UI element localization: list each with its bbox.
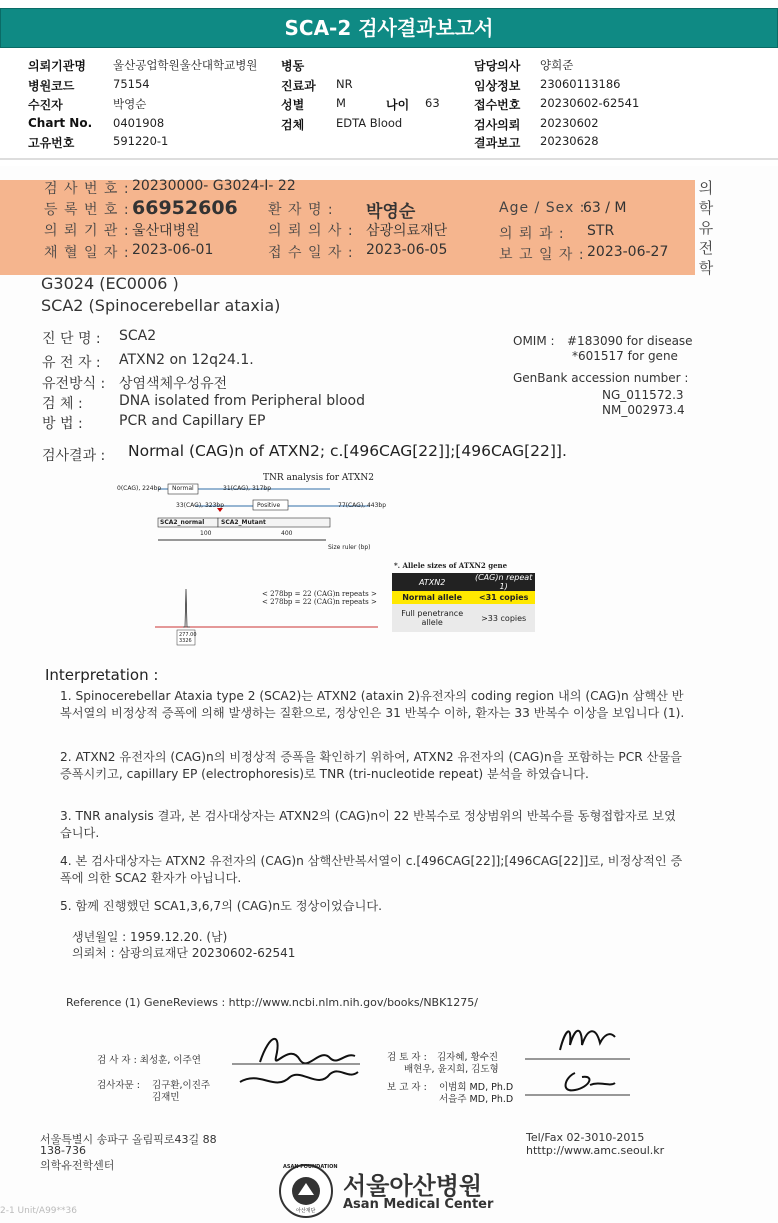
reg-no: 66952606 — [132, 197, 238, 219]
detail-value: 상염색체우성유전 — [119, 376, 228, 392]
genbank-ng: NG_011572.3 — [602, 388, 684, 402]
header-value: 박영순 — [113, 97, 147, 111]
header-value: NR — [336, 77, 353, 91]
signature-image — [520, 1015, 635, 1105]
req-dept-label: 의 뢰 과 : — [499, 226, 565, 242]
fig-label: Size ruler (bp) — [328, 544, 371, 551]
patient-name: 박영순 — [366, 202, 416, 222]
detail-label: 유전방식 : — [42, 376, 106, 392]
table-cell: <31 copies — [472, 591, 535, 604]
detail-label: 유 전 자 : — [42, 355, 101, 371]
hospital-name-en: Asan Medical Center — [343, 1197, 494, 1212]
website: htttp://www.amc.seoul.kr — [526, 1144, 665, 1157]
tel-fax: Tel/Fax 02-3010-2015 — [526, 1131, 645, 1144]
omim-label: OMIM : — [513, 334, 555, 348]
side-char: 의 — [698, 179, 714, 197]
date-of-birth: 생년월일 : 1959.12.20. (남) — [72, 930, 228, 944]
fig-label: 33(CAG), 323bp — [176, 502, 225, 509]
test-name: SCA2 (Spinocerebellar ataxia) — [41, 296, 281, 315]
repeat-text: < 278bp = 22 (CAG)n repeats > — [262, 590, 377, 598]
postal-code: 138-736 — [40, 1144, 86, 1157]
omim-gene: *601517 for gene — [572, 349, 678, 363]
req-doc-label: 의 뢰 의 사 : — [268, 223, 354, 239]
side-char: 학 — [698, 199, 714, 217]
fig-label: Positive — [257, 502, 281, 509]
interpretation-2: 2. ATXN2 유전자의 (CAG)n의 비정상적 증폭을 확인하기 위하여, ATXN2 유전자의 (CAG)n을 포함하는 PCR 산물을 증폭시키고, capillary EP (electrophoresis)로 TNR (tri-nucleotide repeat) 분석을 하였습니다. — [60, 750, 682, 781]
table-cell: Full penetrance allele — [392, 604, 472, 632]
reporter-1: 이범희 MD, Ph.D — [439, 1082, 514, 1093]
header-value: 591220-1 — [113, 134, 169, 148]
advisor-label: 검사자문 : — [97, 1080, 140, 1091]
tester: 검 사 자 : 최성훈, 이주연 — [97, 1055, 201, 1066]
age-sex-label: Age / Sex : — [499, 200, 586, 216]
header-value: 울산공업학원울산대학교병원 — [113, 58, 258, 72]
detail-label: 진 단 명 : — [42, 331, 101, 347]
table-cell: >33 copies — [472, 604, 535, 632]
side-char: 학 — [698, 259, 714, 277]
center-name: 의학유전학센터 — [40, 1159, 115, 1172]
header-label: Chart No. — [28, 116, 93, 130]
test-code: G3024 (EC0006 ) — [41, 274, 179, 293]
fig-label: 0(CAG), 224bp — [117, 485, 162, 492]
reviewer-label: 검 토 자 : — [387, 1052, 427, 1063]
fig-label: 100 — [200, 530, 212, 537]
reviewer-1: 김자혜, 황수진 — [437, 1052, 499, 1063]
advisor-1: 김구환,이진주 — [152, 1080, 211, 1091]
omim-disease: #183090 for disease — [567, 334, 693, 348]
header-label: 임상정보 — [474, 79, 521, 93]
repeat-text: < 278bp = 22 (CAG)n repeats > — [262, 598, 377, 606]
header-value: 20230602 — [540, 116, 599, 130]
address-line: 서울특별시 송파구 올림픽로43길 88 — [40, 1133, 217, 1146]
result-label: 검사결과 : — [42, 448, 106, 464]
header-label: 병동 — [281, 59, 305, 73]
header-value: 양희준 — [540, 58, 574, 72]
result-value: Normal (CAG)n of ATXN2; c.[496CAG[22]];[496CAG[22]]. — [128, 442, 567, 460]
fig-label: Normal — [172, 485, 194, 492]
reference: Reference (1) GeneReviews : http://www.ncbi.nlm.nih.gov/books/NBK1275/ — [66, 996, 479, 1009]
peak-height: 3326 — [179, 638, 192, 644]
genbank-label: GenBank accession number : — [513, 371, 689, 385]
interpretation-label: Interpretation : — [45, 666, 159, 684]
side-char: 유 — [698, 219, 714, 237]
header-label: 고유번호 — [28, 136, 75, 150]
header-label: 검체 — [281, 118, 305, 132]
genbank-nm: NM_002973.4 — [602, 403, 685, 417]
fig-label: 31(CAG), 317bp — [223, 485, 272, 492]
table-header: (CAG)n repeat 1) — [472, 573, 535, 591]
header-label: 담당의사 — [474, 59, 521, 73]
signature-stroke — [560, 1031, 615, 1050]
header-value: 0401908 — [113, 116, 165, 130]
divider — [0, 158, 778, 160]
header-label: 결과보고 — [474, 136, 521, 150]
report-date-label: 보 고 일 자 : — [499, 247, 585, 263]
side-char: 전 — [698, 239, 714, 257]
header-value: 75154 — [113, 77, 150, 91]
fig-label: 77(CAG), 443bp — [338, 502, 387, 509]
fig-label: SCA2_normal — [160, 519, 205, 526]
header-value: 23060113186 — [540, 77, 621, 91]
allele-table-title: *. Allele sizes of ATXN2 gene — [394, 561, 508, 570]
req-doc: 삼광의료재단 — [366, 223, 448, 239]
peak — [183, 589, 190, 627]
seal-text: 아산재단 — [296, 1208, 316, 1214]
reporter-label: 보 고 자 : — [387, 1082, 427, 1093]
header-value: 20230602-62541 — [540, 96, 640, 110]
reporter-2: 서을주 MD, Ph.D — [439, 1094, 514, 1105]
interpretation-5: 5. 함께 진행했던 SCA1,3,6,7의 (CAG)n도 정상이었습니다. — [60, 899, 383, 913]
detail-value: DNA isolated from Peripheral blood — [119, 393, 366, 409]
exam-no-label: 검 사 번 호 : — [44, 181, 130, 197]
signature-stroke — [240, 1071, 358, 1082]
detail-label: 검 체 : — [42, 396, 83, 412]
header-label: 병원코드 — [28, 79, 75, 93]
header-label: 성별 — [281, 98, 305, 112]
req-inst-label: 의 뢰 기 관 : — [44, 223, 130, 239]
detail-value: PCR and Capillary EP — [119, 413, 266, 429]
detail-value: ATXN2 on 12q24.1. — [119, 352, 254, 368]
interpretation-3: 3. TNR analysis 결과, 본 검사대상자는 ATXN2의 (CAG)n이 22 반복수로 정상범위의 반복수를 동형접합자로 보였습니다. — [60, 809, 676, 840]
patient-label: 환 자 명 : — [268, 202, 334, 218]
table-header: ATXN2 — [392, 573, 472, 591]
age-sex: 63 / M — [583, 200, 627, 216]
signature-image — [230, 1022, 365, 1097]
exam-no: 20230000- G3024-I- 22 — [132, 178, 296, 194]
figure-title: TNR analysis for ATXN2 — [263, 473, 374, 483]
report-title: SCA-2 검사결과보고서 — [0, 8, 778, 48]
header-value: EDTA Blood — [336, 116, 403, 130]
peak-size: 277.00 — [179, 632, 197, 638]
signature-stroke — [260, 1039, 355, 1064]
interpretation-4: 4. 본 검사대상자는 ATXN2 유전자의 (CAG)n 삼핵산반복서열이 c.[496CAG[22]];[496CAG[22]]로, 비정상적인 증폭에 의한 SCA2 환자가 아닙니다. — [60, 854, 683, 885]
corner-code: 2-1 Unit/A99**36 — [0, 1206, 77, 1216]
allele-table — [392, 573, 535, 632]
detail-value: SCA2 — [119, 328, 157, 344]
seal-text: ASAN FOUNDATION — [283, 1164, 338, 1170]
fig-label: 400 — [281, 530, 293, 537]
requester: 의뢰처 : 삼광의료재단 20230602-62541 — [72, 946, 296, 960]
reviewer-2: 배현우, 윤지희, 김도형 — [404, 1064, 499, 1075]
table-cell: Normal allele — [392, 591, 472, 604]
header-label: 접수번호 — [474, 98, 521, 112]
receive-label: 접 수 일 자 : — [268, 245, 354, 261]
header-label: 검사의뢰 — [474, 118, 521, 132]
header-label: 수진자 — [28, 98, 63, 112]
collect-label: 채 혈 일 자 : — [44, 245, 130, 261]
header-value: 63 — [425, 96, 440, 110]
header-label: 진료과 — [281, 79, 316, 93]
detail-label: 방 법 : — [42, 416, 83, 432]
collect-date: 2023-06-01 — [132, 242, 214, 258]
header-value: 20230628 — [540, 134, 599, 148]
header-label: 나이 — [386, 98, 410, 112]
header-value: M — [336, 96, 346, 110]
fig-label: SCA2_Mutant — [221, 519, 266, 526]
advisor-2: 김재민 — [152, 1092, 180, 1103]
report-date: 2023-06-27 — [587, 244, 669, 260]
signature-stroke — [566, 1073, 615, 1090]
receive-date: 2023-06-05 — [366, 242, 448, 258]
req-inst: 울산대병원 — [132, 223, 200, 239]
hospital-name-ko: 서울아산병원 — [343, 1172, 483, 1200]
interpretation-1: 1. Spinocerebellar Ataxia type 2 (SCA2)는 ATXN2 (ataxin 2)유전자의 coding region 내의 (CAG)n 삼핵산 반복서열의 비정상적 증폭에 의해 발생하는 질환으로, 정상인은 31 반복수 이하, 환자는 33 반복수 이상을 보입니다 (1). — [60, 689, 685, 720]
header-label: 의뢰기관명 — [28, 59, 86, 73]
req-dept: STR — [587, 223, 615, 239]
department-vertical — [696, 178, 716, 278]
reg-no-label: 등 록 번 호 : — [44, 202, 130, 218]
